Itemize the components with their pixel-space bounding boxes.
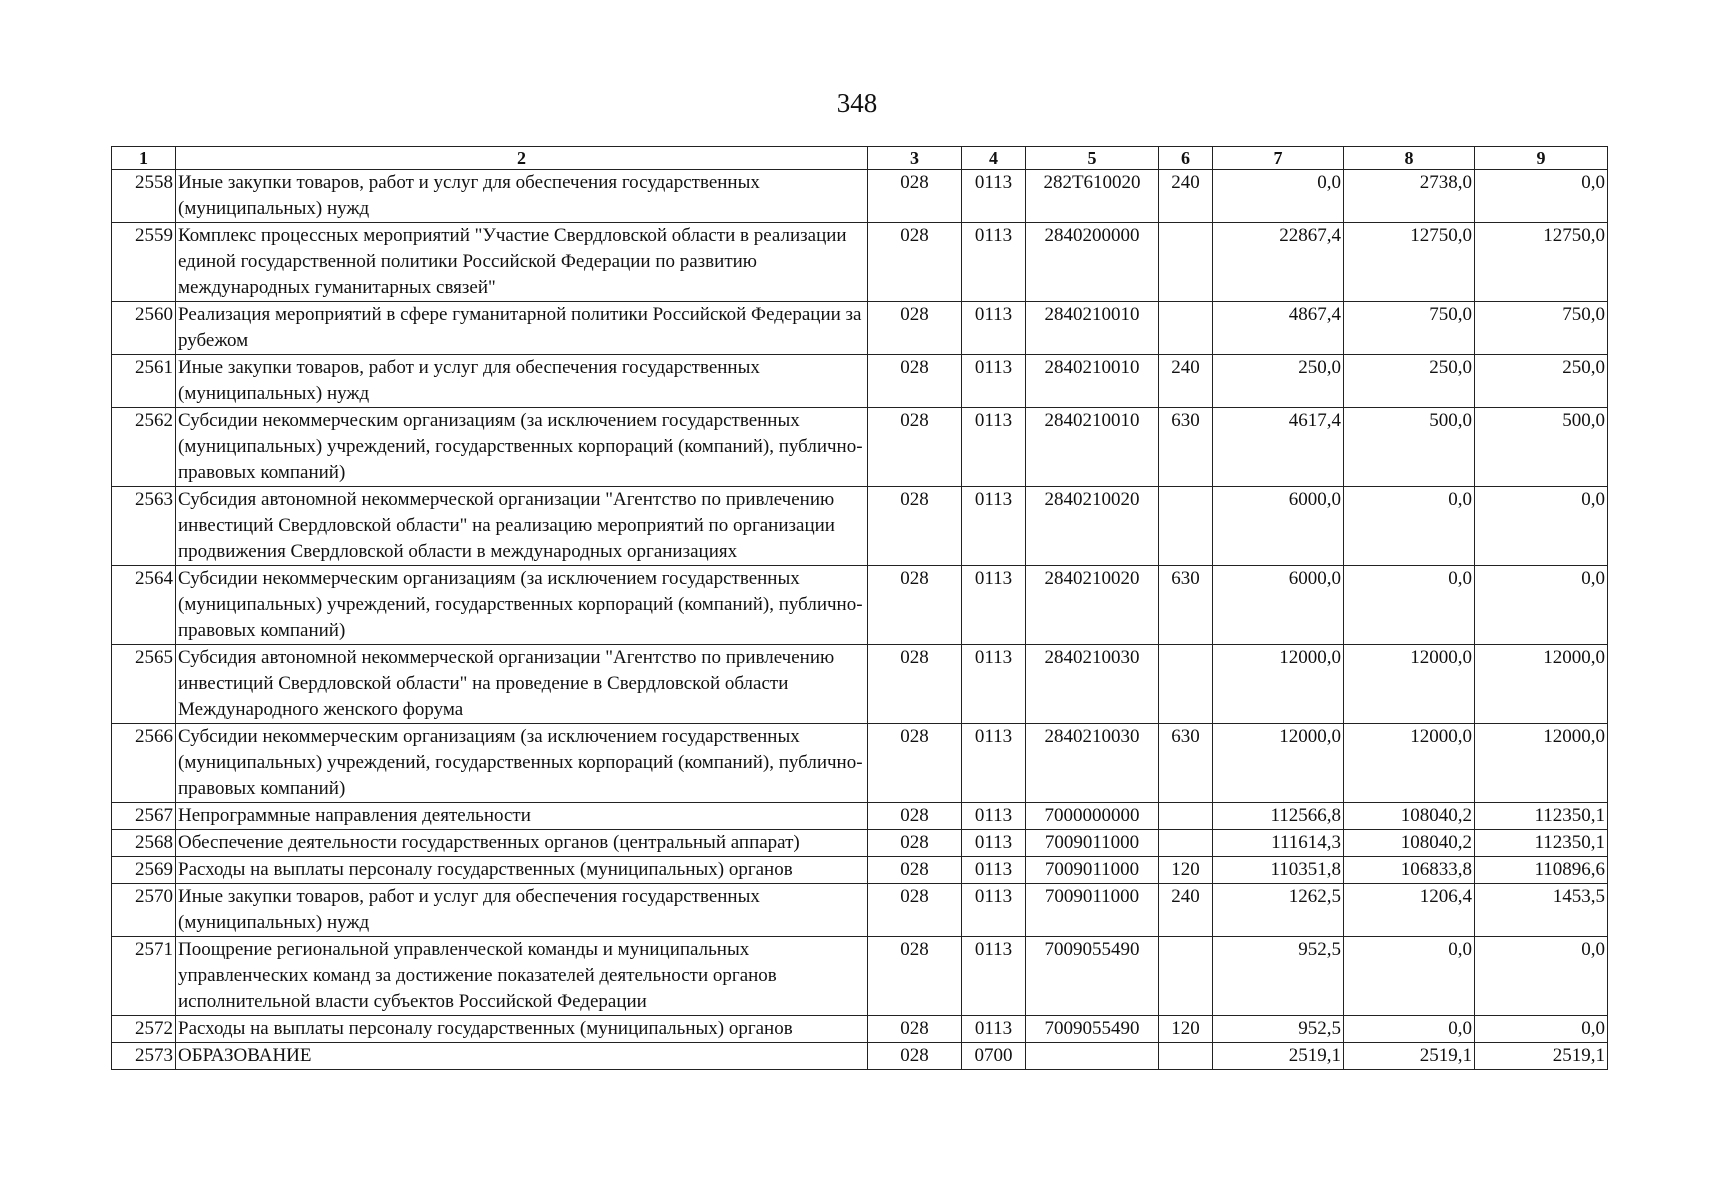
- row-number-cell: 2565: [112, 645, 176, 724]
- amount-7-cell: 4867,4: [1213, 302, 1344, 355]
- description-cell: Комплекс процессных мероприятий "Участие Свердловской области в реализации единой государственной политики Российской Федерации по развитию международных гуманитарных связей": [176, 223, 868, 302]
- amount-9-cell: 0,0: [1475, 170, 1608, 223]
- amount-8-cell: 500,0: [1344, 408, 1475, 487]
- description-cell: Субсидии некоммерческим организациям (за исключением государственных (муниципальных) учреждений, государственных корпораций (компаний), публично-правовых компаний): [176, 408, 868, 487]
- header-col-code-5: 5: [1026, 147, 1159, 170]
- amount-7-cell: 110351,8: [1213, 857, 1344, 884]
- header-col-amount-8: 8: [1344, 147, 1475, 170]
- table-row: [112, 645, 1608, 724]
- code-6-cell: [1159, 223, 1213, 302]
- code-6-cell: 240: [1159, 884, 1213, 937]
- code-4-cell: 0113: [962, 408, 1026, 487]
- table-row: [112, 355, 1608, 408]
- code-6-cell: 630: [1159, 566, 1213, 645]
- row-number-cell: 2567: [112, 803, 176, 830]
- code-5-cell: 7009055490: [1026, 937, 1159, 1016]
- table-body: [112, 170, 1608, 1070]
- amount-7-cell: 0,0: [1213, 170, 1344, 223]
- amount-7-cell: 250,0: [1213, 355, 1344, 408]
- description-cell: Иные закупки товаров, работ и услуг для обеспечения государственных (муниципальных) нужд: [176, 355, 868, 408]
- amount-9-cell: 112350,1: [1475, 803, 1608, 830]
- amount-7-cell: 952,5: [1213, 1016, 1344, 1043]
- code-6-cell: [1159, 937, 1213, 1016]
- code-4-cell: 0113: [962, 884, 1026, 937]
- amount-7-cell: 6000,0: [1213, 487, 1344, 566]
- description-cell: Непрограммные направления деятельности: [176, 803, 868, 830]
- code-3-cell: 028: [868, 937, 962, 1016]
- amount-9-cell: 112350,1: [1475, 830, 1608, 857]
- table-row: [112, 803, 1608, 830]
- amount-9-cell: 0,0: [1475, 566, 1608, 645]
- code-3-cell: 028: [868, 645, 962, 724]
- code-5-cell: 2840210030: [1026, 724, 1159, 803]
- code-5-cell: [1026, 1043, 1159, 1070]
- amount-8-cell: 2738,0: [1344, 170, 1475, 223]
- code-3-cell: 028: [868, 566, 962, 645]
- code-4-cell: 0113: [962, 803, 1026, 830]
- amount-8-cell: 12750,0: [1344, 223, 1475, 302]
- code-5-cell: 2840200000: [1026, 223, 1159, 302]
- description-cell: Иные закупки товаров, работ и услуг для обеспечения государственных (муниципальных) нужд: [176, 884, 868, 937]
- row-number-cell: 2566: [112, 724, 176, 803]
- header-col-row-number: 1: [112, 147, 176, 170]
- code-6-cell: 120: [1159, 857, 1213, 884]
- code-3-cell: 028: [868, 223, 962, 302]
- amount-8-cell: 0,0: [1344, 1016, 1475, 1043]
- code-6-cell: [1159, 645, 1213, 724]
- description-cell: Обеспечение деятельности государственных органов (центральный аппарат): [176, 830, 868, 857]
- table-row: [112, 170, 1608, 223]
- amount-9-cell: 1453,5: [1475, 884, 1608, 937]
- amount-8-cell: 1206,4: [1344, 884, 1475, 937]
- table-row: [112, 408, 1608, 487]
- code-3-cell: 028: [868, 408, 962, 487]
- amount-9-cell: 750,0: [1475, 302, 1608, 355]
- code-4-cell: 0113: [962, 830, 1026, 857]
- header-col-amount-7: 7: [1213, 147, 1344, 170]
- code-5-cell: 2840210020: [1026, 487, 1159, 566]
- amount-7-cell: 112566,8: [1213, 803, 1344, 830]
- description-cell: Субсидии некоммерческим организациям (за исключением государственных (муниципальных) учреждений, государственных корпораций (компаний), публично-правовых компаний): [176, 724, 868, 803]
- row-number-cell: 2559: [112, 223, 176, 302]
- row-number-cell: 2568: [112, 830, 176, 857]
- header-col-code-3: 3: [868, 147, 962, 170]
- row-number-cell: 2571: [112, 937, 176, 1016]
- code-5-cell: 2840210020: [1026, 566, 1159, 645]
- amount-9-cell: 12750,0: [1475, 223, 1608, 302]
- code-3-cell: 028: [868, 884, 962, 937]
- row-number-cell: 2570: [112, 884, 176, 937]
- table-row: [112, 857, 1608, 884]
- amount-9-cell: 0,0: [1475, 1016, 1608, 1043]
- code-4-cell: 0700: [962, 1043, 1026, 1070]
- code-5-cell: 7009011000: [1026, 884, 1159, 937]
- code-6-cell: 240: [1159, 170, 1213, 223]
- code-4-cell: 0113: [962, 566, 1026, 645]
- code-4-cell: 0113: [962, 223, 1026, 302]
- amount-8-cell: 0,0: [1344, 937, 1475, 1016]
- code-5-cell: 2840210030: [1026, 645, 1159, 724]
- amount-9-cell: 12000,0: [1475, 645, 1608, 724]
- amount-8-cell: 2519,1: [1344, 1043, 1475, 1070]
- amount-7-cell: 4617,4: [1213, 408, 1344, 487]
- code-4-cell: 0113: [962, 355, 1026, 408]
- description-cell: Субсидия автономной некоммерческой организации "Агентство по привлечению инвестиций Свердловской области" на проведение в Свердловской области Международного женского форума: [176, 645, 868, 724]
- code-3-cell: 028: [868, 724, 962, 803]
- amount-8-cell: 108040,2: [1344, 803, 1475, 830]
- row-number-cell: 2562: [112, 408, 176, 487]
- header-col-description: 2: [176, 147, 868, 170]
- table-row: [112, 1043, 1608, 1070]
- amount-9-cell: 0,0: [1475, 487, 1608, 566]
- code-4-cell: 0113: [962, 857, 1026, 884]
- amount-8-cell: 106833,8: [1344, 857, 1475, 884]
- table-row: [112, 937, 1608, 1016]
- code-4-cell: 0113: [962, 937, 1026, 1016]
- amount-8-cell: 0,0: [1344, 566, 1475, 645]
- code-3-cell: 028: [868, 1043, 962, 1070]
- row-number-cell: 2560: [112, 302, 176, 355]
- amount-7-cell: 22867,4: [1213, 223, 1344, 302]
- page-number: 348: [836, 88, 878, 118]
- amount-7-cell: 1262,5: [1213, 884, 1344, 937]
- amount-9-cell: 0,0: [1475, 937, 1608, 1016]
- amount-8-cell: 108040,2: [1344, 830, 1475, 857]
- amount-9-cell: 2519,1: [1475, 1043, 1608, 1070]
- code-6-cell: [1159, 487, 1213, 566]
- table-row: [112, 302, 1608, 355]
- code-6-cell: 240: [1159, 355, 1213, 408]
- description-cell: Субсидии некоммерческим организациям (за исключением государственных (муниципальных) учреждений, государственных корпораций (компаний), публично-правовых компаний): [176, 566, 868, 645]
- code-6-cell: [1159, 830, 1213, 857]
- code-6-cell: 630: [1159, 408, 1213, 487]
- code-6-cell: [1159, 302, 1213, 355]
- amount-9-cell: 110896,6: [1475, 857, 1608, 884]
- row-number-cell: 2572: [112, 1016, 176, 1043]
- amount-8-cell: 250,0: [1344, 355, 1475, 408]
- amount-7-cell: 12000,0: [1213, 645, 1344, 724]
- code-5-cell: 2840210010: [1026, 302, 1159, 355]
- code-3-cell: 028: [868, 857, 962, 884]
- row-number-cell: 2558: [112, 170, 176, 223]
- code-5-cell: 2840210010: [1026, 355, 1159, 408]
- amount-7-cell: 12000,0: [1213, 724, 1344, 803]
- code-6-cell: [1159, 1043, 1213, 1070]
- budget-table: [111, 146, 1608, 1070]
- description-cell: Расходы на выплаты персоналу государственных (муниципальных) органов: [176, 857, 868, 884]
- row-number-cell: 2563: [112, 487, 176, 566]
- code-5-cell: 7009011000: [1026, 830, 1159, 857]
- code-3-cell: 028: [868, 487, 962, 566]
- header-col-code-6: 6: [1159, 147, 1213, 170]
- amount-8-cell: 12000,0: [1344, 724, 1475, 803]
- amount-8-cell: 12000,0: [1344, 645, 1475, 724]
- code-4-cell: 0113: [962, 1016, 1026, 1043]
- table-row: [112, 1016, 1608, 1043]
- amount-7-cell: 2519,1: [1213, 1043, 1344, 1070]
- table-row: [112, 566, 1608, 645]
- description-cell: Реализация мероприятий в сфере гуманитарной политики Российской Федерации за рубежом: [176, 302, 868, 355]
- code-3-cell: 028: [868, 1016, 962, 1043]
- code-4-cell: 0113: [962, 724, 1026, 803]
- description-cell: Поощрение региональной управленческой команды и муниципальных управленческих команд за достижение показателей деятельности органов исполнительной власти субъектов Российской Федерации: [176, 937, 868, 1016]
- code-3-cell: 028: [868, 170, 962, 223]
- description-cell: Субсидия автономной некоммерческой организации "Агентство по привлечению инвестиций Свердловской области" на реализацию мероприятий по организации продвижения Свердловской области в международных организациях: [176, 487, 868, 566]
- amount-9-cell: 12000,0: [1475, 724, 1608, 803]
- table-row: [112, 223, 1608, 302]
- code-6-cell: 120: [1159, 1016, 1213, 1043]
- table-row: [112, 724, 1608, 803]
- amount-7-cell: 952,5: [1213, 937, 1344, 1016]
- code-4-cell: 0113: [962, 487, 1026, 566]
- row-number-cell: 2569: [112, 857, 176, 884]
- code-5-cell: 7000000000: [1026, 803, 1159, 830]
- amount-8-cell: 750,0: [1344, 302, 1475, 355]
- table-row: [112, 487, 1608, 566]
- header-col-amount-9: 9: [1475, 147, 1608, 170]
- row-number-cell: 2573: [112, 1043, 176, 1070]
- table-row: [112, 884, 1608, 937]
- amount-8-cell: 0,0: [1344, 487, 1475, 566]
- amount-9-cell: 250,0: [1475, 355, 1608, 408]
- code-3-cell: 028: [868, 355, 962, 408]
- amount-9-cell: 500,0: [1475, 408, 1608, 487]
- row-number-cell: 2564: [112, 566, 176, 645]
- code-6-cell: [1159, 803, 1213, 830]
- description-cell: Иные закупки товаров, работ и услуг для обеспечения государственных (муниципальных) нужд: [176, 170, 868, 223]
- header-row: [112, 147, 1608, 170]
- table-row: [112, 830, 1608, 857]
- code-3-cell: 028: [868, 830, 962, 857]
- description-cell: ОБРАЗОВАНИЕ: [176, 1043, 868, 1070]
- code-5-cell: 282Т610020: [1026, 170, 1159, 223]
- code-3-cell: 028: [868, 302, 962, 355]
- code-6-cell: 630: [1159, 724, 1213, 803]
- amount-7-cell: 6000,0: [1213, 566, 1344, 645]
- code-4-cell: 0113: [962, 302, 1026, 355]
- code-4-cell: 0113: [962, 645, 1026, 724]
- code-5-cell: 7009055490: [1026, 1016, 1159, 1043]
- code-4-cell: 0113: [962, 170, 1026, 223]
- header-col-code-4: 4: [962, 147, 1026, 170]
- description-cell: Расходы на выплаты персоналу государственных (муниципальных) органов: [176, 1016, 868, 1043]
- amount-7-cell: 111614,3: [1213, 830, 1344, 857]
- row-number-cell: 2561: [112, 355, 176, 408]
- code-5-cell: 2840210010: [1026, 408, 1159, 487]
- code-5-cell: 7009011000: [1026, 857, 1159, 884]
- code-3-cell: 028: [868, 803, 962, 830]
